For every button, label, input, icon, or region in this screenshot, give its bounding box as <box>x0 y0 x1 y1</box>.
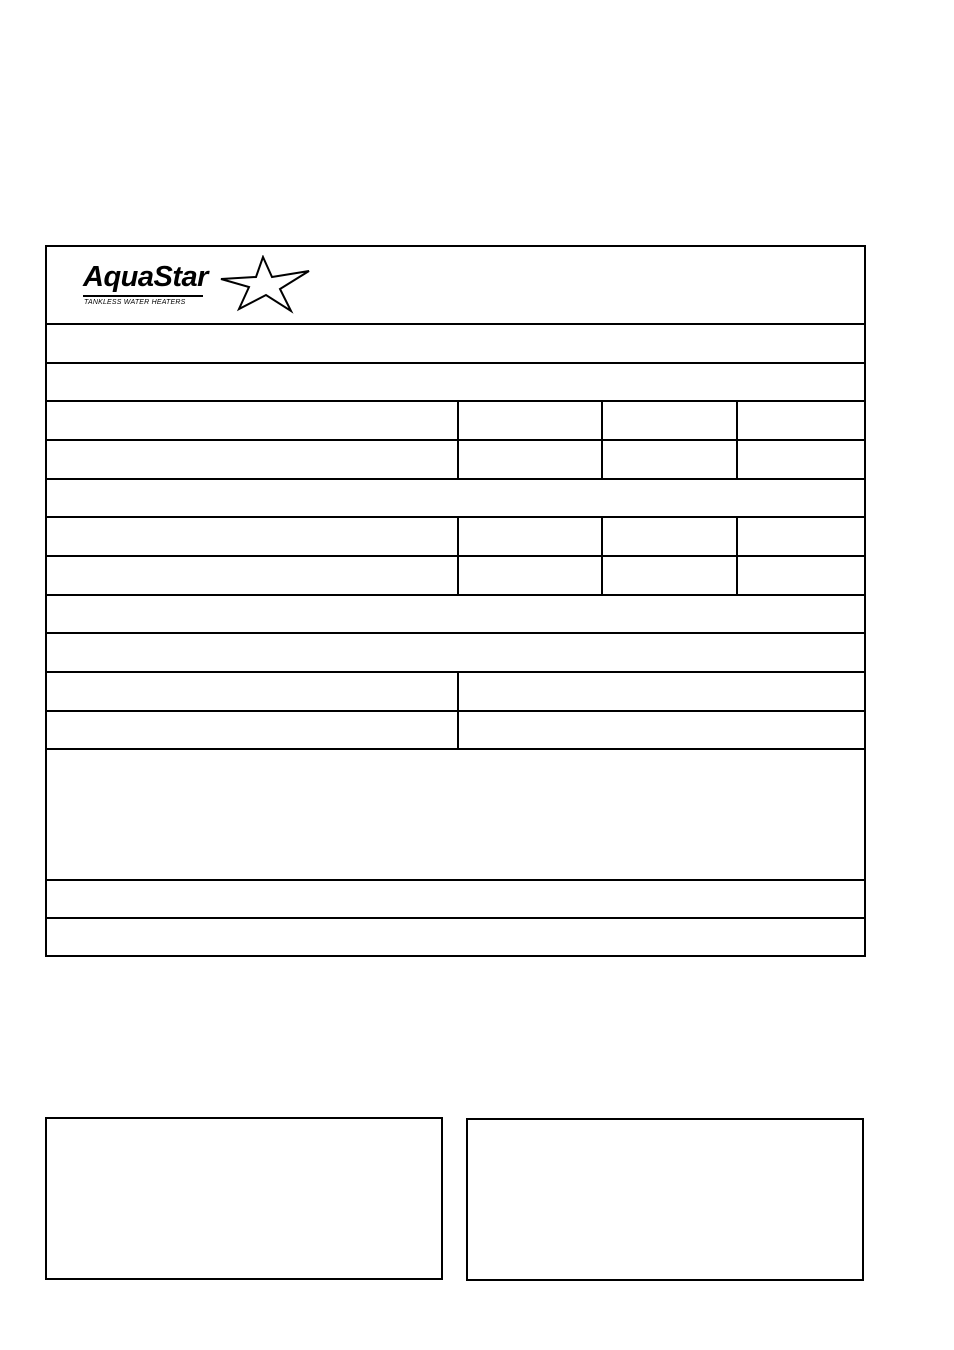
form-field[interactable] <box>603 518 735 554</box>
form-field[interactable] <box>47 557 456 593</box>
bottom-left-box[interactable] <box>45 1117 443 1280</box>
form-field[interactable] <box>47 673 456 709</box>
form-field[interactable] <box>47 402 456 438</box>
form-field[interactable] <box>459 673 864 709</box>
logo-wordmark: AquaStar <box>83 261 208 293</box>
form-field[interactable] <box>47 518 456 554</box>
form-table <box>45 245 866 957</box>
header-cell <box>47 247 864 324</box>
form-field[interactable] <box>47 364 864 399</box>
form-field[interactable] <box>47 596 864 631</box>
star-icon <box>201 255 311 317</box>
form-field[interactable] <box>47 881 864 916</box>
form-field[interactable] <box>459 712 864 747</box>
form-field[interactable] <box>603 557 735 593</box>
aquastar-logo <box>81 255 281 315</box>
form-field[interactable] <box>603 441 735 477</box>
bottom-right-box[interactable] <box>466 1118 864 1281</box>
form-field[interactable] <box>738 518 864 554</box>
logo-underline <box>83 295 203 297</box>
form-field[interactable] <box>47 634 864 670</box>
notes-field[interactable] <box>47 750 864 878</box>
form-field[interactable] <box>738 557 864 593</box>
form-field[interactable] <box>738 402 864 438</box>
form-field[interactable] <box>603 402 735 438</box>
form-field[interactable] <box>459 402 600 438</box>
form-field[interactable] <box>47 480 864 515</box>
logo-tagline: TANKLESS WATER HEATERS <box>84 299 186 306</box>
form-field[interactable] <box>47 441 456 477</box>
form-field[interactable] <box>47 325 864 361</box>
form-field[interactable] <box>47 919 864 955</box>
form-field[interactable] <box>459 518 600 554</box>
form-field[interactable] <box>47 712 456 747</box>
form-field[interactable] <box>459 441 600 477</box>
form-field[interactable] <box>459 557 600 593</box>
form-field[interactable] <box>738 441 864 477</box>
